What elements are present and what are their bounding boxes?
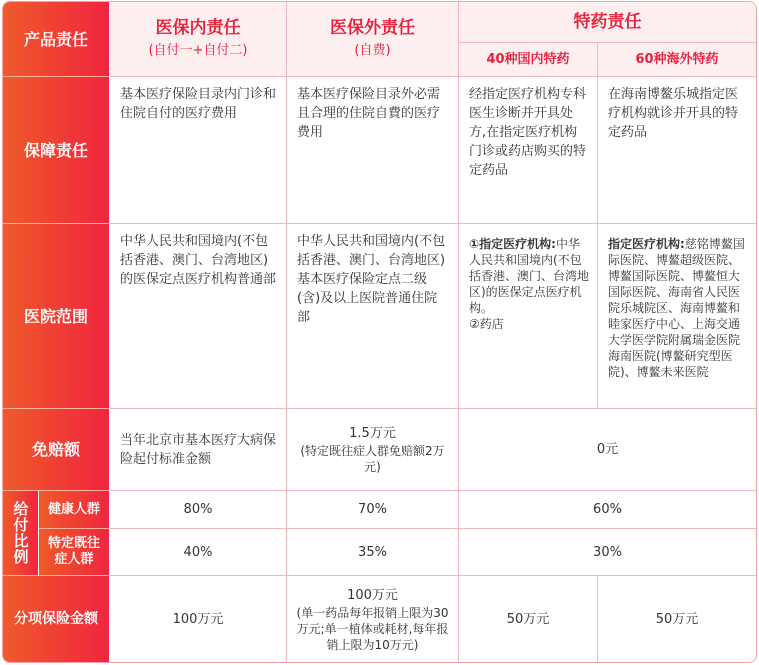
- domestic-designated-text: 中华人民共和国境内(不包括香港、澳门、台湾地区)的医保定点医疗机构。: [469, 237, 590, 315]
- out-insurance-title: 医保外责任: [330, 18, 415, 38]
- deductible-out-insurance: [287, 409, 459, 491]
- healthy-special-drug: [459, 491, 756, 529]
- coverage-domestic-drug: 经指定医疗机构专科医生诊断并开具处方,在指定医疗机构门诊或药店购买的特定药品: [459, 77, 598, 224]
- hospital-label-text: 医院范围: [23, 306, 88, 326]
- coverage-in-insurance: 基本医疗保险目录内门诊和住院自付的医疗费用: [110, 77, 287, 224]
- in-insurance-title: 医保内责任: [155, 18, 241, 38]
- preexisting-label-text: 特定既往症人群: [47, 536, 100, 567]
- amount-overseas-value: 50万元: [655, 611, 699, 627]
- row-label-payout-ratio: [3, 491, 39, 576]
- deductible-special-drug: [459, 409, 756, 491]
- header-overseas-drug: [598, 43, 756, 77]
- header-domestic-drug: [459, 43, 598, 77]
- amount-in-insurance: [110, 576, 287, 662]
- healthy-label-text: 健康人群: [47, 501, 100, 517]
- preexisting-special-value: 30%: [593, 544, 622, 560]
- deductible-special-value: 0元: [596, 442, 619, 457]
- preexisting-special-drug: [459, 529, 756, 576]
- overseas-designated-text: 慈铭博鳌国际医院、博鳌超级医院、博鳌国际医院、博鳌恒大国际医院、海南省人民医院乐城院区、海南博鳌和睦家医疗中心、上海交通大学医学院附属瑞金医院海南医院(博鳌研究型医院)、博鳌未来医院: [608, 237, 745, 379]
- row-label-deductible: [3, 409, 110, 491]
- header-out-insurance: [287, 2, 459, 77]
- amount-overseas-drug: [598, 576, 756, 662]
- amount-in-value: 100万元: [172, 611, 224, 627]
- coverage-out-insurance: 基本医疗保险目录外必需且合理的住院自費的医疗费用: [287, 77, 459, 224]
- payout-ratio-label-text: 给付比例: [11, 501, 30, 565]
- row-label-insured-amount: [3, 576, 110, 662]
- healthy-out-value: 70%: [358, 502, 387, 517]
- domestic-designated-label: ①指定医疗机构:: [469, 237, 556, 251]
- row-label-preexisting: [39, 529, 110, 576]
- healthy-in-value: 80%: [183, 502, 213, 517]
- preexisting-in-insurance: [110, 529, 287, 576]
- healthy-special-value: 60%: [593, 502, 622, 517]
- in-insurance-subtitle: (自付一+自付二): [148, 43, 248, 58]
- domestic-drug-title: 40种国内特药: [486, 52, 570, 67]
- coverage-overseas-drug: 在海南博鳌乐城指定医疗机构就诊并开具的特定药品: [598, 77, 756, 224]
- insured-amount-label-text: 分项保险金额: [14, 610, 98, 627]
- deductible-out-main: 1.5万元: [349, 426, 396, 441]
- header-label-product-liability: [3, 2, 110, 77]
- overseas-designated-label: 指定医疗机构:: [608, 237, 685, 251]
- row-label-hospital: [3, 224, 110, 409]
- healthy-in-insurance: [110, 491, 287, 529]
- amount-out-main: 100万元: [347, 587, 398, 603]
- row-label-healthy: [39, 491, 110, 529]
- deductible-label-text: 免赔额: [31, 440, 80, 459]
- preexisting-out-insurance: [287, 529, 459, 576]
- row-label-coverage: [3, 77, 110, 224]
- deductible-in-insurance: 当年北京市基本医疗大病保险起付标准金额: [110, 409, 287, 491]
- special-drug-title: 特药责任: [573, 12, 642, 32]
- amount-domestic-value: 50万元: [506, 611, 550, 627]
- insurance-coverage-table: [2, 1, 757, 663]
- hospital-overseas-drug: [598, 224, 756, 409]
- preexisting-in-value: 40%: [183, 544, 213, 560]
- amount-domestic-drug: [459, 576, 598, 662]
- header-in-insurance: [110, 2, 287, 77]
- header-special-drug: [459, 2, 756, 43]
- preexisting-out-value: 35%: [358, 544, 387, 560]
- amount-out-insurance: [287, 576, 459, 662]
- hospital-domestic-drug: [459, 224, 598, 409]
- out-insurance-subtitle: (自费): [354, 43, 391, 58]
- hospital-in-insurance: 中华人民共和国境内(不包括香港、澳门、台湾地区)的医保定点医疗机构普通部: [110, 224, 287, 409]
- header-label-text: 产品责任: [23, 29, 88, 49]
- deductible-out-note: (特定既往症人群免赔额2万元): [300, 444, 445, 474]
- overseas-drug-title: 60种海外特药: [635, 52, 719, 67]
- amount-out-note: (单一药品每年报销上限为30万元;单一植体或耗材,每年报销上限为10万元): [296, 605, 449, 652]
- hospital-out-insurance: 中华人民共和国境内(不包括香港、澳门、台湾地区)基本医疗保险定点二级(含)及以上医院普通住院部: [287, 224, 459, 409]
- domestic-pharmacy-text: ②药店: [469, 317, 504, 331]
- coverage-label-text: 保障责任: [23, 140, 88, 160]
- healthy-out-insurance: [287, 491, 459, 529]
